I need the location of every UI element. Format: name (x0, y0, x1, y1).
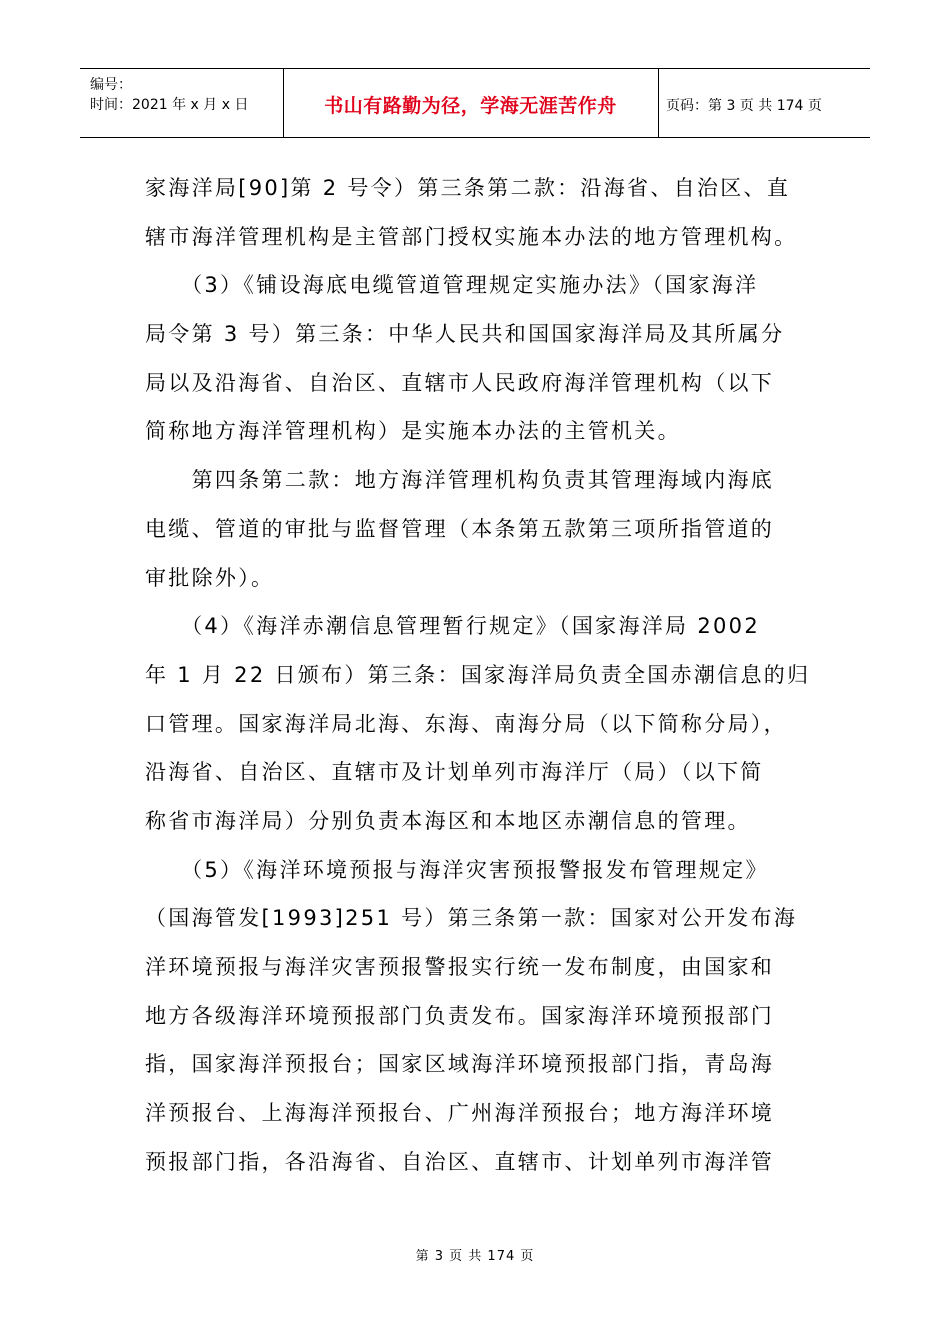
body-line: 称省市海洋局）分别负责本海区和本地区赤潮信息的管理。 (145, 808, 751, 833)
body-line: 地方各级海洋环境预报部门负责发布。国家海洋环境预报部门 (145, 1003, 775, 1028)
document-body (145, 164, 815, 1186)
document-date: 时间：2021 年 x 月 x 日 (90, 97, 249, 113)
body-line: 电缆、管道的审批与监督管理（本条第五款第三项所指管道的 (145, 516, 775, 541)
body-line: 口管理。国家海洋局北海、东海、南海分局（以下简称分局）， (145, 711, 787, 736)
body-line: 第四条第二款：地方海洋管理机构负责其管理海域内海底 (145, 468, 775, 493)
body-line: （4）《海洋赤潮信息管理暂行规定》（国家海洋局 2002 (145, 614, 760, 639)
body-line: 家海洋局[90]第 2 号令）第三条第二款：沿海省、自治区、直 (145, 176, 791, 200)
header-page-cell (658, 69, 870, 137)
body-line: 年 1 月 22 日颁布）第三条：国家海洋局负责全国赤潮信息的归 (145, 662, 811, 687)
body-line: 指，国家海洋预报台；国家区域海洋环境预报部门指，青岛海 (145, 1052, 775, 1077)
body-line: 沿海省、自治区、直辖市及计划单列市海洋厅（局）（以下简 (145, 760, 764, 785)
body-line: 预报部门指，各沿海省、自治区、直辖市、计划单列市海洋管 (145, 1149, 775, 1174)
body-line: 审批除外）。 (145, 565, 275, 590)
document-number-label: 编号： (90, 77, 132, 93)
header-meta-cell (80, 69, 284, 137)
page-header (80, 68, 870, 138)
header-motto-cell (283, 69, 659, 137)
body-line: 简称地方海洋管理机构）是实施本办法的主管机关。 (145, 419, 681, 444)
body-line: （5）《海洋环境预报与海洋灾害预报警报发布管理规定》 (145, 857, 769, 882)
body-line: 洋预报台、上海海洋预报台、广州海洋预报台；地方海洋环境 (145, 1101, 775, 1126)
body-line: 局令第 3 号）第三条：中华人民共和国国家海洋局及其所属分 (145, 322, 785, 347)
body-line: （国海管发[1993]251 号）第三条第一款：国家对公开发布海 (145, 906, 798, 931)
body-line: 辖市海洋管理机构是主管部门授权实施本办法的地方管理机构。 (145, 224, 798, 249)
body-line: 局以及沿海省、自治区、直辖市人民政府海洋管理机构（以下 (145, 370, 775, 395)
header-page-info: 页码：第 3 页 共 174 页 (666, 98, 822, 114)
body-line: （3）《铺设海底电缆管道管理规定实施办法》（国家海洋 (145, 273, 759, 298)
header-motto: 书山有路勤为径，学海无涯苦作舟 (324, 95, 617, 117)
page-footer: 第 3 页 共 174 页 (415, 1249, 535, 1264)
body-line: 洋环境预报与海洋灾害预报警报实行统一发布制度，由国家和 (145, 955, 775, 979)
